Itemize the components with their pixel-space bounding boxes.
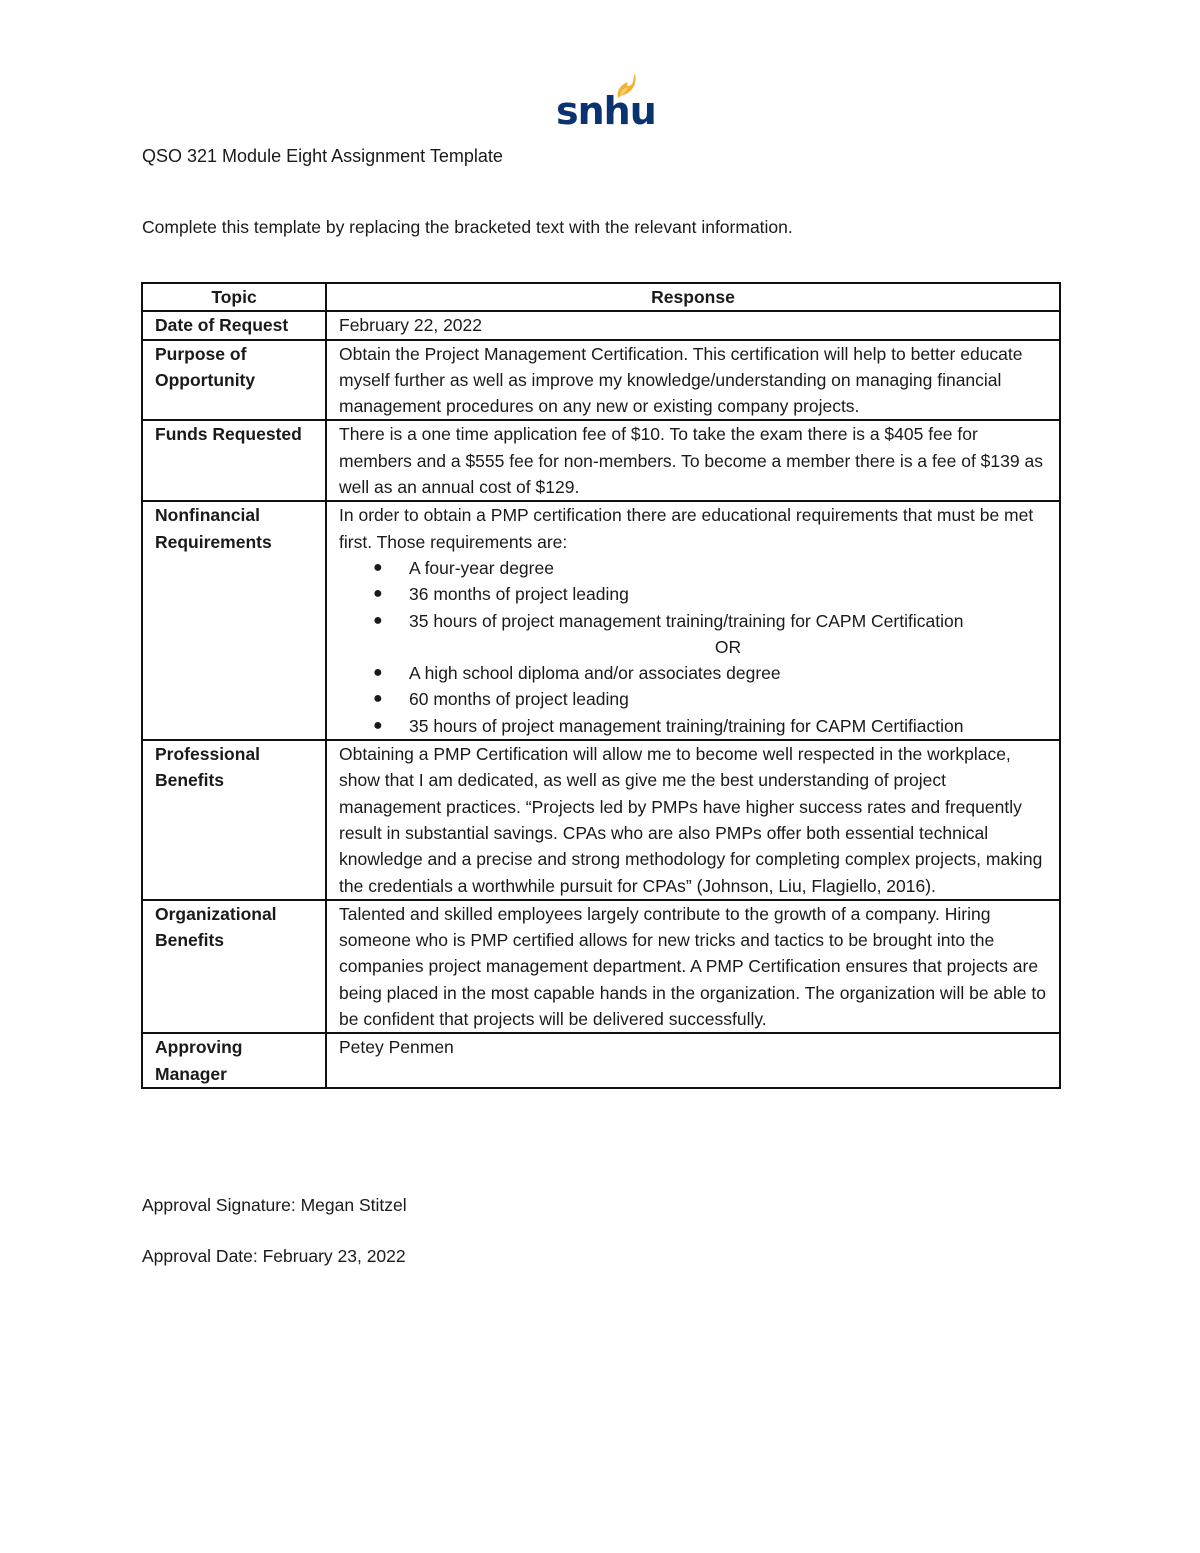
topic-cell: Organizational Benefits (142, 900, 326, 1033)
bullet-icon: ● (373, 558, 383, 576)
bullet-icon: ● (373, 690, 383, 708)
table-row (142, 740, 1060, 900)
response-cell: February 22, 2022 (326, 311, 1060, 339)
table-row (142, 501, 1060, 740)
requirements-list-b (339, 660, 1047, 739)
topic-cell: Nonfinancial Requirements (142, 501, 326, 740)
approval-signature: Approval Signature: Megan Stitzel (142, 1195, 407, 1215)
assignment-table (141, 282, 1061, 1089)
topic-cell: Approving Manager (142, 1033, 326, 1088)
list-item: ● 36 months of project leading (339, 581, 1047, 607)
list-item: ● 60 months of project leading (339, 686, 1047, 712)
list-item: ● 35 hours of project management training/training for CAPM Certifiaction (339, 713, 1047, 739)
table-row (142, 420, 1060, 501)
response-cell: There is a one time application fee of $10. To take the exam there is a $405 fee for members and a $555 fee for non-members. To become a member there is a fee of $139 as well as an annual cost of $129. (326, 420, 1060, 501)
response-cell: Obtain the Project Management Certification. This certification will help to better educate myself further as well as improve my knowledge/understanding on managing financial management procedures on any new or existing company projects. (326, 340, 1060, 421)
table-row (142, 1033, 1060, 1088)
or-separator: OR (714, 636, 742, 657)
document-title: QSO 321 Module Eight Assignment Template (142, 146, 503, 166)
table-row (142, 340, 1060, 421)
list-item: ● A high school diploma and/or associates degree (339, 660, 1047, 686)
list-item: ● A four-year degree (339, 555, 1047, 581)
approval-date: Approval Date: February 23, 2022 (142, 1246, 406, 1266)
requirements-intro: In order to obtain a PMP certification there are educational requirements that must be met first. Those requirements are: (339, 505, 1034, 552)
logo-wordmark: snhu (556, 89, 656, 133)
topic-cell: Date of Request (142, 311, 326, 339)
instruction-text: Complete this template by replacing the bracketed text with the relevant information. (142, 217, 793, 237)
topic-cell: Professional Benefits (142, 740, 326, 900)
bullet-icon: ● (373, 611, 383, 629)
snhu-logo (556, 74, 656, 134)
response-cell (326, 501, 1060, 740)
response-cell: Obtaining a PMP Certification will allow me to become well respected in the workplace, show that I am dedicated, as well as give me the best understanding of project management practices. “Projects led by PMPs have higher success rates and frequently result in substantial savings. CPAs who are also PMPs offer both essential technical knowledge and a precise and strong methodology for completing complex projects, making the credentials a worthwhile pursuit for CPAs” (Johnson, Liu, Flagiello, 2016). (326, 740, 1060, 900)
table-header-row (142, 283, 1060, 311)
bullet-icon: ● (373, 664, 383, 682)
requirements-list-a (339, 555, 1047, 634)
response-cell: Petey Penmen (326, 1033, 1060, 1088)
bullet-icon: ● (373, 585, 383, 603)
list-item: ● 35 hours of project management training/training for CAPM Certification (339, 608, 1047, 634)
table-row (142, 311, 1060, 339)
topic-cell: Funds Requested (142, 420, 326, 501)
header-response: Response (326, 283, 1060, 311)
bullet-icon: ● (373, 716, 383, 734)
topic-cell: Purpose of Opportunity (142, 340, 326, 421)
table-row (142, 900, 1060, 1033)
header-topic: Topic (142, 283, 326, 311)
response-cell: Talented and skilled employees largely contribute to the growth of a company. Hiring someone who is PMP certified allows for new tricks and tactics to be brought into the companies project management department. A PMP Certification ensures that projects are being placed in the most capable hands in the organization. The organization will be able to be confident that projects will be delivered successfully. (326, 900, 1060, 1033)
